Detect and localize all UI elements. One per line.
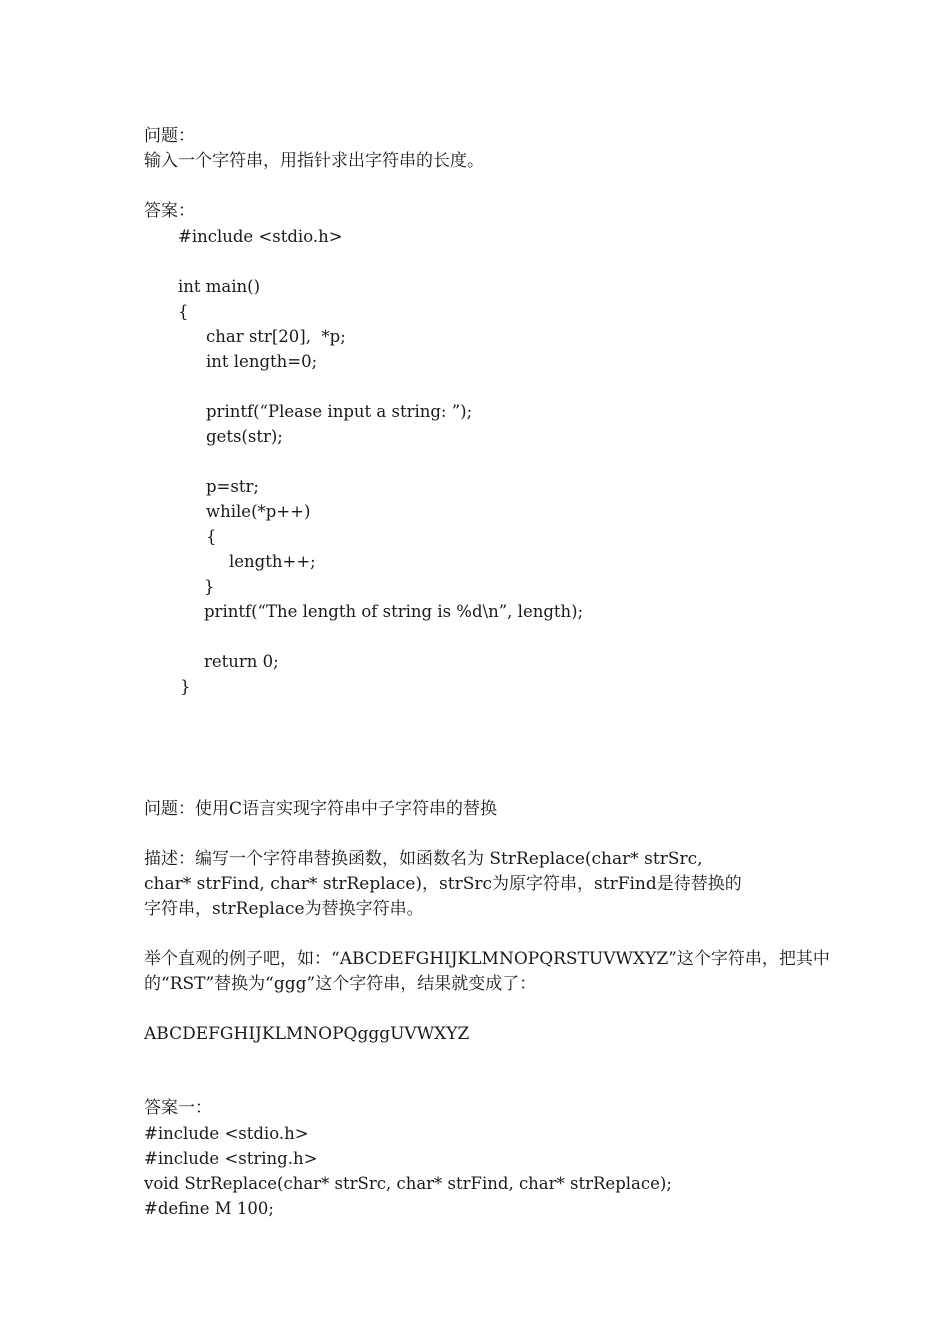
- code-line: #include <stdio.h>: [144, 1124, 309, 1143]
- answer1-label: 答案一：: [144, 1098, 212, 1118]
- example-line: 的“RST”替换为“ggg”这个字符串，结果就变成了：: [144, 974, 537, 994]
- description-line: char* strFind, char* strReplace)，strSrc为原字符串，strFind是待替换的: [144, 874, 742, 894]
- question-heading: 问题：使用C语言实现字符串中子字符串的替换: [144, 799, 498, 819]
- code-line: char str[20], *p;: [206, 327, 346, 346]
- code-line: {: [206, 527, 217, 546]
- code-line: gets(str);: [206, 427, 283, 446]
- code-line: printf(“The length of string is %d\n”, length);: [204, 602, 584, 621]
- description-line: 字符串，strReplace为替换字符串。: [144, 899, 424, 919]
- code-line: #include <stdio.h>: [178, 227, 343, 246]
- code-line: }: [180, 677, 191, 696]
- code-line: void StrReplace(char* strSrc, char* strFind, char* strReplace);: [144, 1174, 672, 1193]
- description-line: 描述：编写一个字符串替换函数，如函数名为 StrReplace(char* strSrc,: [144, 849, 703, 869]
- code-line: #include <string.h>: [144, 1149, 318, 1168]
- code-line: }: [204, 577, 215, 596]
- answer-label: 答案：: [144, 201, 195, 221]
- code-line: while(*p++): [206, 502, 311, 521]
- code-line: p=str;: [206, 477, 259, 496]
- code-line: {: [178, 302, 189, 321]
- code-line: length++;: [229, 552, 316, 571]
- code-line: return 0;: [204, 652, 279, 671]
- code-line: printf(“Please input a string: ”);: [206, 402, 473, 421]
- result-string: ABCDEFGHIJKLMNOPQgggUVWXYZ: [144, 1024, 470, 1044]
- question-text: 输入一个字符串，用指针求出字符串的长度。: [144, 151, 484, 171]
- code-line: int length=0;: [206, 352, 318, 371]
- code-line: int main(): [178, 277, 261, 296]
- code-line: #define M 100;: [144, 1199, 274, 1218]
- question-label: 问题：: [144, 126, 195, 146]
- example-line: 举个直观的例子吧，如：“ABCDEFGHIJKLMNOPQRSTUVWXYZ”这个字符串，把其中: [144, 949, 830, 969]
